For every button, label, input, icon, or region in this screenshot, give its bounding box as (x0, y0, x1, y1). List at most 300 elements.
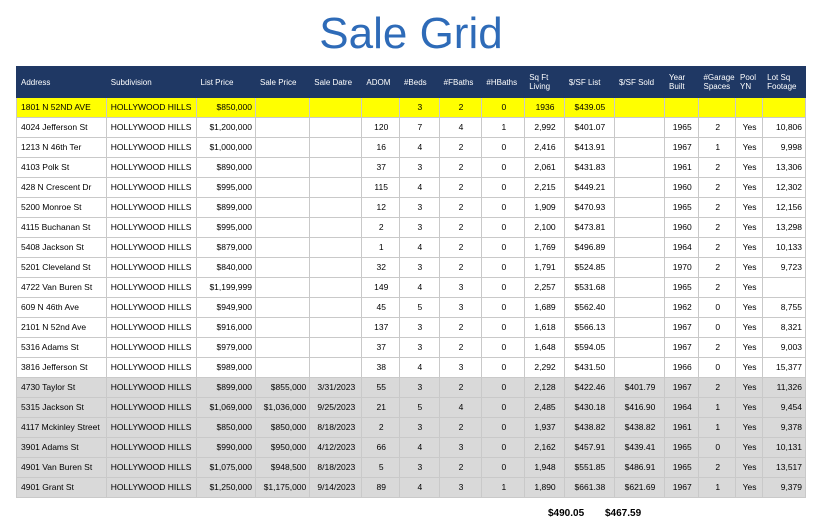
cell-subdivision[interactable]: HOLLYWOOD HILLS (106, 458, 196, 478)
cell-list_price[interactable]: $995,000 (196, 178, 255, 198)
cell-beds[interactable]: 5 (399, 298, 439, 318)
cell-sqft[interactable]: 1,618 (525, 318, 565, 338)
cell-pool[interactable]: Yes (736, 458, 763, 478)
cell-adom[interactable]: 32 (362, 258, 400, 278)
cell-garage[interactable]: 0 (699, 358, 736, 378)
cell-fbaths[interactable]: 2 (439, 138, 482, 158)
column-header-pool[interactable]: Pool YN (736, 67, 763, 98)
cell-garage[interactable]: 2 (699, 458, 736, 478)
cell-sqft[interactable]: 1936 (525, 98, 565, 118)
cell-address[interactable]: 1801 N 52ND AVE (17, 98, 107, 118)
cell-fbaths[interactable]: 2 (439, 198, 482, 218)
cell-lot_sq[interactable]: 13,306 (763, 158, 806, 178)
cell-sale_price[interactable]: $855,000 (255, 378, 309, 398)
table-row[interactable] (17, 358, 806, 378)
table-row[interactable] (17, 418, 806, 438)
cell-hbaths[interactable]: 1 (482, 118, 525, 138)
cell-sf_sold[interactable] (614, 258, 664, 278)
cell-year_built[interactable]: 1965 (665, 278, 699, 298)
cell-sale_price[interactable] (255, 318, 309, 338)
cell-adom[interactable]: 37 (362, 338, 400, 358)
cell-pool[interactable]: Yes (736, 118, 763, 138)
cell-sqft[interactable]: 2,128 (525, 378, 565, 398)
table-row[interactable] (17, 338, 806, 358)
cell-address[interactable]: 3816 Jefferson St (17, 358, 107, 378)
cell-address[interactable]: 2101 N 52nd Ave (17, 318, 107, 338)
cell-fbaths[interactable]: 3 (439, 278, 482, 298)
cell-beds[interactable]: 4 (399, 478, 439, 498)
cell-sqft[interactable]: 1,909 (525, 198, 565, 218)
cell-pool[interactable]: Yes (736, 258, 763, 278)
cell-fbaths[interactable]: 2 (439, 458, 482, 478)
cell-sale_date[interactable]: 3/31/2023 (310, 378, 362, 398)
cell-sale_date[interactable] (310, 238, 362, 258)
cell-lot_sq[interactable]: 13,298 (763, 218, 806, 238)
cell-beds[interactable]: 4 (399, 438, 439, 458)
cell-adom[interactable]: 12 (362, 198, 400, 218)
cell-subdivision[interactable]: HOLLYWOOD HILLS (106, 378, 196, 398)
cell-hbaths[interactable]: 0 (482, 318, 525, 338)
cell-sf_sold[interactable]: $416.90 (614, 398, 664, 418)
table-row[interactable] (17, 478, 806, 498)
cell-list_price[interactable]: $1,250,000 (196, 478, 255, 498)
cell-fbaths[interactable]: 2 (439, 378, 482, 398)
cell-sale_date[interactable] (310, 218, 362, 238)
cell-subdivision[interactable]: HOLLYWOOD HILLS (106, 478, 196, 498)
column-header-sf_list[interactable]: $/SF List (564, 67, 614, 98)
cell-sqft[interactable]: 2,162 (525, 438, 565, 458)
cell-beds[interactable]: 4 (399, 178, 439, 198)
cell-fbaths[interactable]: 2 (439, 418, 482, 438)
column-header-subdivision[interactable]: Subdivision (106, 67, 196, 98)
cell-subdivision[interactable]: HOLLYWOOD HILLS (106, 318, 196, 338)
cell-fbaths[interactable]: 2 (439, 258, 482, 278)
cell-adom[interactable]: 45 (362, 298, 400, 318)
cell-garage[interactable]: 1 (699, 418, 736, 438)
cell-lot_sq[interactable]: 8,321 (763, 318, 806, 338)
cell-sale_price[interactable] (255, 198, 309, 218)
cell-sf_sold[interactable] (614, 178, 664, 198)
cell-sale_price[interactable]: $950,000 (255, 438, 309, 458)
cell-year_built[interactable]: 1961 (665, 158, 699, 178)
cell-list_price[interactable]: $990,000 (196, 438, 255, 458)
cell-address[interactable]: 609 N 46th Ave (17, 298, 107, 318)
table-row[interactable] (17, 378, 806, 398)
column-header-garage[interactable]: #Garage Spaces (699, 67, 736, 98)
cell-pool[interactable]: Yes (736, 198, 763, 218)
cell-beds[interactable]: 3 (399, 198, 439, 218)
cell-lot_sq[interactable]: 9,379 (763, 478, 806, 498)
cell-sale_date[interactable] (310, 98, 362, 118)
cell-adom[interactable]: 2 (362, 218, 400, 238)
cell-lot_sq[interactable]: 11,326 (763, 378, 806, 398)
cell-sf_list[interactable]: $473.81 (564, 218, 614, 238)
cell-address[interactable]: 5408 Jackson St (17, 238, 107, 258)
table-row[interactable] (17, 258, 806, 278)
cell-fbaths[interactable]: 4 (439, 118, 482, 138)
cell-pool[interactable]: Yes (736, 418, 763, 438)
cell-sqft[interactable]: 2,215 (525, 178, 565, 198)
cell-sale_price[interactable] (255, 178, 309, 198)
cell-year_built[interactable]: 1965 (665, 118, 699, 138)
cell-lot_sq[interactable]: 8,755 (763, 298, 806, 318)
column-header-sf_sold[interactable]: $/SF Sold (614, 67, 664, 98)
cell-adom[interactable]: 5 (362, 458, 400, 478)
table-row[interactable] (17, 438, 806, 458)
cell-sf_list[interactable]: $431.83 (564, 158, 614, 178)
cell-year_built[interactable]: 1966 (665, 358, 699, 378)
cell-pool[interactable]: Yes (736, 158, 763, 178)
cell-sf_sold[interactable] (614, 158, 664, 178)
cell-address[interactable]: 3901 Adams St (17, 438, 107, 458)
cell-sale_date[interactable] (310, 178, 362, 198)
cell-year_built[interactable]: 1967 (665, 378, 699, 398)
cell-sale_date[interactable] (310, 258, 362, 278)
cell-garage[interactable] (699, 98, 736, 118)
cell-fbaths[interactable]: 4 (439, 398, 482, 418)
cell-hbaths[interactable]: 0 (482, 258, 525, 278)
cell-pool[interactable]: Yes (736, 178, 763, 198)
cell-sf_sold[interactable] (614, 218, 664, 238)
cell-list_price[interactable]: $1,199,999 (196, 278, 255, 298)
cell-list_price[interactable]: $890,000 (196, 158, 255, 178)
cell-sf_sold[interactable] (614, 198, 664, 218)
cell-lot_sq[interactable]: 9,454 (763, 398, 806, 418)
cell-sqft[interactable]: 1,937 (525, 418, 565, 438)
cell-subdivision[interactable]: HOLLYWOOD HILLS (106, 358, 196, 378)
cell-sale_date[interactable]: 9/25/2023 (310, 398, 362, 418)
cell-sqft[interactable]: 1,890 (525, 478, 565, 498)
cell-sf_sold[interactable] (614, 338, 664, 358)
cell-sale_date[interactable] (310, 298, 362, 318)
cell-list_price[interactable]: $840,000 (196, 258, 255, 278)
cell-fbaths[interactable]: 2 (439, 218, 482, 238)
table-row[interactable] (17, 298, 806, 318)
cell-garage[interactable]: 1 (699, 478, 736, 498)
cell-garage[interactable]: 2 (699, 198, 736, 218)
cell-sale_date[interactable] (310, 318, 362, 338)
cell-sqft[interactable]: 1,689 (525, 298, 565, 318)
cell-garage[interactable]: 2 (699, 378, 736, 398)
cell-address[interactable]: 5200 Monroe St (17, 198, 107, 218)
cell-list_price[interactable]: $879,000 (196, 238, 255, 258)
cell-subdivision[interactable]: HOLLYWOOD HILLS (106, 438, 196, 458)
cell-sale_date[interactable] (310, 358, 362, 378)
cell-address[interactable]: 4730 Taylor St (17, 378, 107, 398)
cell-adom[interactable]: 2 (362, 418, 400, 438)
cell-hbaths[interactable]: 0 (482, 418, 525, 438)
cell-sale_price[interactable] (255, 118, 309, 138)
cell-beds[interactable]: 3 (399, 318, 439, 338)
column-header-sale_date[interactable]: Sale Datre (310, 67, 362, 98)
cell-adom[interactable]: 115 (362, 178, 400, 198)
cell-hbaths[interactable]: 0 (482, 398, 525, 418)
cell-sf_list[interactable]: $431.50 (564, 358, 614, 378)
cell-list_price[interactable]: $850,000 (196, 98, 255, 118)
cell-subdivision[interactable]: HOLLYWOOD HILLS (106, 338, 196, 358)
cell-lot_sq[interactable]: 12,156 (763, 198, 806, 218)
cell-adom[interactable]: 1 (362, 238, 400, 258)
cell-pool[interactable]: Yes (736, 238, 763, 258)
cell-garage[interactable]: 2 (699, 178, 736, 198)
cell-sf_list[interactable]: $457.91 (564, 438, 614, 458)
cell-pool[interactable]: Yes (736, 478, 763, 498)
cell-sf_sold[interactable] (614, 298, 664, 318)
cell-sf_sold[interactable]: $439.41 (614, 438, 664, 458)
cell-beds[interactable]: 5 (399, 398, 439, 418)
cell-garage[interactable]: 2 (699, 238, 736, 258)
cell-subdivision[interactable]: HOLLYWOOD HILLS (106, 398, 196, 418)
table-row[interactable] (17, 138, 806, 158)
cell-sqft[interactable]: 1,791 (525, 258, 565, 278)
cell-hbaths[interactable]: 0 (482, 338, 525, 358)
cell-sale_price[interactable] (255, 298, 309, 318)
cell-sqft[interactable]: 1,769 (525, 238, 565, 258)
cell-fbaths[interactable]: 2 (439, 238, 482, 258)
cell-garage[interactable]: 2 (699, 338, 736, 358)
cell-sale_date[interactable]: 8/18/2023 (310, 418, 362, 438)
cell-list_price[interactable]: $949,900 (196, 298, 255, 318)
cell-sale_price[interactable]: $850,000 (255, 418, 309, 438)
cell-subdivision[interactable]: HOLLYWOOD HILLS (106, 258, 196, 278)
cell-year_built[interactable]: 1960 (665, 218, 699, 238)
table-row[interactable] (17, 458, 806, 478)
cell-fbaths[interactable]: 2 (439, 158, 482, 178)
cell-hbaths[interactable]: 0 (482, 138, 525, 158)
cell-beds[interactable]: 7 (399, 118, 439, 138)
cell-sale_price[interactable] (255, 278, 309, 298)
cell-sf_list[interactable]: $661.38 (564, 478, 614, 498)
cell-list_price[interactable]: $1,069,000 (196, 398, 255, 418)
cell-list_price[interactable]: $1,000,000 (196, 138, 255, 158)
column-header-lot_sq[interactable]: Lot Sq Footage (763, 67, 806, 98)
cell-sf_sold[interactable] (614, 358, 664, 378)
cell-hbaths[interactable]: 0 (482, 218, 525, 238)
cell-sf_list[interactable]: $496.89 (564, 238, 614, 258)
table-row[interactable] (17, 218, 806, 238)
cell-sf_list[interactable]: $594.05 (564, 338, 614, 358)
cell-adom[interactable]: 37 (362, 158, 400, 178)
cell-year_built[interactable] (665, 98, 699, 118)
cell-sale_price[interactable] (255, 158, 309, 178)
cell-subdivision[interactable]: HOLLYWOOD HILLS (106, 158, 196, 178)
cell-hbaths[interactable]: 0 (482, 98, 525, 118)
cell-sqft[interactable]: 1,648 (525, 338, 565, 358)
cell-pool[interactable]: Yes (736, 218, 763, 238)
cell-list_price[interactable]: $916,000 (196, 318, 255, 338)
cell-fbaths[interactable]: 3 (439, 478, 482, 498)
cell-beds[interactable]: 3 (399, 338, 439, 358)
table-row[interactable] (17, 198, 806, 218)
cell-hbaths[interactable]: 1 (482, 478, 525, 498)
column-header-sqft[interactable]: Sq Ft Living (525, 67, 565, 98)
cell-sqft[interactable]: 2,100 (525, 218, 565, 238)
cell-sf_list[interactable]: $470.93 (564, 198, 614, 218)
cell-sf_list[interactable]: $401.07 (564, 118, 614, 138)
cell-year_built[interactable]: 1965 (665, 438, 699, 458)
cell-sf_sold[interactable]: $486.91 (614, 458, 664, 478)
cell-garage[interactable]: 2 (699, 218, 736, 238)
cell-lot_sq[interactable]: 13,517 (763, 458, 806, 478)
cell-sf_sold[interactable] (614, 238, 664, 258)
cell-list_price[interactable]: $979,000 (196, 338, 255, 358)
cell-year_built[interactable]: 1965 (665, 198, 699, 218)
table-row[interactable] (17, 118, 806, 138)
cell-sale_date[interactable] (310, 198, 362, 218)
cell-sf_sold[interactable] (614, 138, 664, 158)
cell-adom[interactable]: 149 (362, 278, 400, 298)
cell-sf_list[interactable]: $531.68 (564, 278, 614, 298)
cell-adom[interactable]: 55 (362, 378, 400, 398)
cell-pool[interactable]: Yes (736, 318, 763, 338)
cell-address[interactable]: 4024 Jefferson St (17, 118, 107, 138)
cell-adom[interactable]: 66 (362, 438, 400, 458)
cell-garage[interactable]: 0 (699, 438, 736, 458)
cell-fbaths[interactable]: 3 (439, 358, 482, 378)
cell-pool[interactable] (736, 98, 763, 118)
cell-adom[interactable]: 21 (362, 398, 400, 418)
cell-garage[interactable]: 0 (699, 318, 736, 338)
cell-subdivision[interactable]: HOLLYWOOD HILLS (106, 198, 196, 218)
cell-fbaths[interactable]: 2 (439, 98, 482, 118)
cell-pool[interactable]: Yes (736, 398, 763, 418)
cell-subdivision[interactable]: HOLLYWOOD HILLS (106, 98, 196, 118)
cell-garage[interactable]: 1 (699, 398, 736, 418)
cell-address[interactable]: 4722 Van Buren St (17, 278, 107, 298)
cell-garage[interactable]: 2 (699, 278, 736, 298)
cell-address[interactable]: 4901 Van Buren St (17, 458, 107, 478)
cell-pool[interactable]: Yes (736, 338, 763, 358)
cell-hbaths[interactable]: 0 (482, 298, 525, 318)
cell-pool[interactable]: Yes (736, 298, 763, 318)
cell-address[interactable]: 4115 Buchanan St (17, 218, 107, 238)
table-row[interactable] (17, 318, 806, 338)
cell-garage[interactable]: 1 (699, 138, 736, 158)
cell-hbaths[interactable]: 0 (482, 178, 525, 198)
cell-fbaths[interactable]: 2 (439, 318, 482, 338)
cell-sqft[interactable]: 2,485 (525, 398, 565, 418)
cell-adom[interactable]: 38 (362, 358, 400, 378)
cell-adom[interactable]: 89 (362, 478, 400, 498)
cell-lot_sq[interactable]: 9,378 (763, 418, 806, 438)
cell-year_built[interactable]: 1964 (665, 398, 699, 418)
cell-year_built[interactable]: 1964 (665, 238, 699, 258)
column-header-hbaths[interactable]: #HBaths (482, 67, 525, 98)
cell-pool[interactable]: Yes (736, 278, 763, 298)
cell-sf_list[interactable]: $551.85 (564, 458, 614, 478)
cell-sale_price[interactable]: $948,500 (255, 458, 309, 478)
cell-list_price[interactable]: $1,200,000 (196, 118, 255, 138)
cell-address[interactable]: 4117 Mckinley Street (17, 418, 107, 438)
cell-beds[interactable]: 3 (399, 98, 439, 118)
cell-subdivision[interactable]: HOLLYWOOD HILLS (106, 278, 196, 298)
cell-sf_list[interactable]: $449.21 (564, 178, 614, 198)
cell-address[interactable]: 5316 Adams St (17, 338, 107, 358)
cell-beds[interactable]: 4 (399, 138, 439, 158)
cell-year_built[interactable]: 1970 (665, 258, 699, 278)
cell-garage[interactable]: 2 (699, 118, 736, 138)
cell-sf_sold[interactable]: $621.69 (614, 478, 664, 498)
cell-lot_sq[interactable]: 10,133 (763, 238, 806, 258)
cell-fbaths[interactable]: 2 (439, 178, 482, 198)
cell-subdivision[interactable]: HOLLYWOOD HILLS (106, 138, 196, 158)
cell-address[interactable]: 5315 Jackson St (17, 398, 107, 418)
cell-hbaths[interactable]: 0 (482, 358, 525, 378)
cell-sale_price[interactable]: $1,175,000 (255, 478, 309, 498)
cell-hbaths[interactable]: 0 (482, 198, 525, 218)
cell-address[interactable]: 4103 Polk St (17, 158, 107, 178)
cell-sf_list[interactable]: $430.18 (564, 398, 614, 418)
table-row[interactable] (17, 98, 806, 118)
cell-adom[interactable]: 16 (362, 138, 400, 158)
cell-garage[interactable]: 2 (699, 158, 736, 178)
cell-sale_price[interactable] (255, 238, 309, 258)
cell-subdivision[interactable]: HOLLYWOOD HILLS (106, 178, 196, 198)
cell-beds[interactable]: 3 (399, 158, 439, 178)
cell-lot_sq[interactable]: 10,806 (763, 118, 806, 138)
cell-sale_date[interactable] (310, 278, 362, 298)
cell-address[interactable]: 5201 Cleveland St (17, 258, 107, 278)
cell-beds[interactable]: 4 (399, 238, 439, 258)
cell-sf_list[interactable]: $413.91 (564, 138, 614, 158)
cell-sqft[interactable]: 2,992 (525, 118, 565, 138)
cell-sf_list[interactable]: $524.85 (564, 258, 614, 278)
cell-year_built[interactable]: 1967 (665, 138, 699, 158)
cell-sf_list[interactable]: $566.13 (564, 318, 614, 338)
cell-sf_list[interactable]: $562.40 (564, 298, 614, 318)
cell-sf_sold[interactable] (614, 98, 664, 118)
cell-sf_sold[interactable] (614, 318, 664, 338)
cell-sale_price[interactable] (255, 138, 309, 158)
cell-subdivision[interactable]: HOLLYWOOD HILLS (106, 118, 196, 138)
cell-list_price[interactable]: $899,000 (196, 198, 255, 218)
cell-hbaths[interactable]: 0 (482, 158, 525, 178)
cell-subdivision[interactable]: HOLLYWOOD HILLS (106, 218, 196, 238)
cell-sqft[interactable]: 2,292 (525, 358, 565, 378)
column-header-beds[interactable]: #Beds (399, 67, 439, 98)
cell-hbaths[interactable]: 0 (482, 278, 525, 298)
cell-pool[interactable]: Yes (736, 358, 763, 378)
cell-lot_sq[interactable] (763, 278, 806, 298)
cell-sf_sold[interactable]: $401.79 (614, 378, 664, 398)
cell-year_built[interactable]: 1960 (665, 178, 699, 198)
cell-sqft[interactable]: 2,061 (525, 158, 565, 178)
cell-beds[interactable]: 3 (399, 418, 439, 438)
cell-list_price[interactable]: $995,000 (196, 218, 255, 238)
column-header-address[interactable]: Address (17, 67, 107, 98)
cell-beds[interactable]: 3 (399, 218, 439, 238)
cell-lot_sq[interactable]: 9,723 (763, 258, 806, 278)
cell-fbaths[interactable]: 2 (439, 338, 482, 358)
cell-hbaths[interactable]: 0 (482, 458, 525, 478)
cell-year_built[interactable]: 1962 (665, 298, 699, 318)
cell-sale_date[interactable] (310, 338, 362, 358)
cell-sale_price[interactable] (255, 218, 309, 238)
cell-list_price[interactable]: $850,000 (196, 418, 255, 438)
cell-pool[interactable]: Yes (736, 138, 763, 158)
column-header-year_built[interactable]: Year Built (665, 67, 699, 98)
column-header-adom[interactable]: ADOM (362, 67, 400, 98)
cell-year_built[interactable]: 1965 (665, 458, 699, 478)
cell-hbaths[interactable]: 0 (482, 238, 525, 258)
cell-sale_price[interactable] (255, 98, 309, 118)
cell-year_built[interactable]: 1961 (665, 418, 699, 438)
cell-list_price[interactable]: $989,000 (196, 358, 255, 378)
cell-hbaths[interactable]: 0 (482, 438, 525, 458)
cell-pool[interactable]: Yes (736, 438, 763, 458)
cell-sale_date[interactable]: 4/12/2023 (310, 438, 362, 458)
cell-garage[interactable]: 2 (699, 258, 736, 278)
